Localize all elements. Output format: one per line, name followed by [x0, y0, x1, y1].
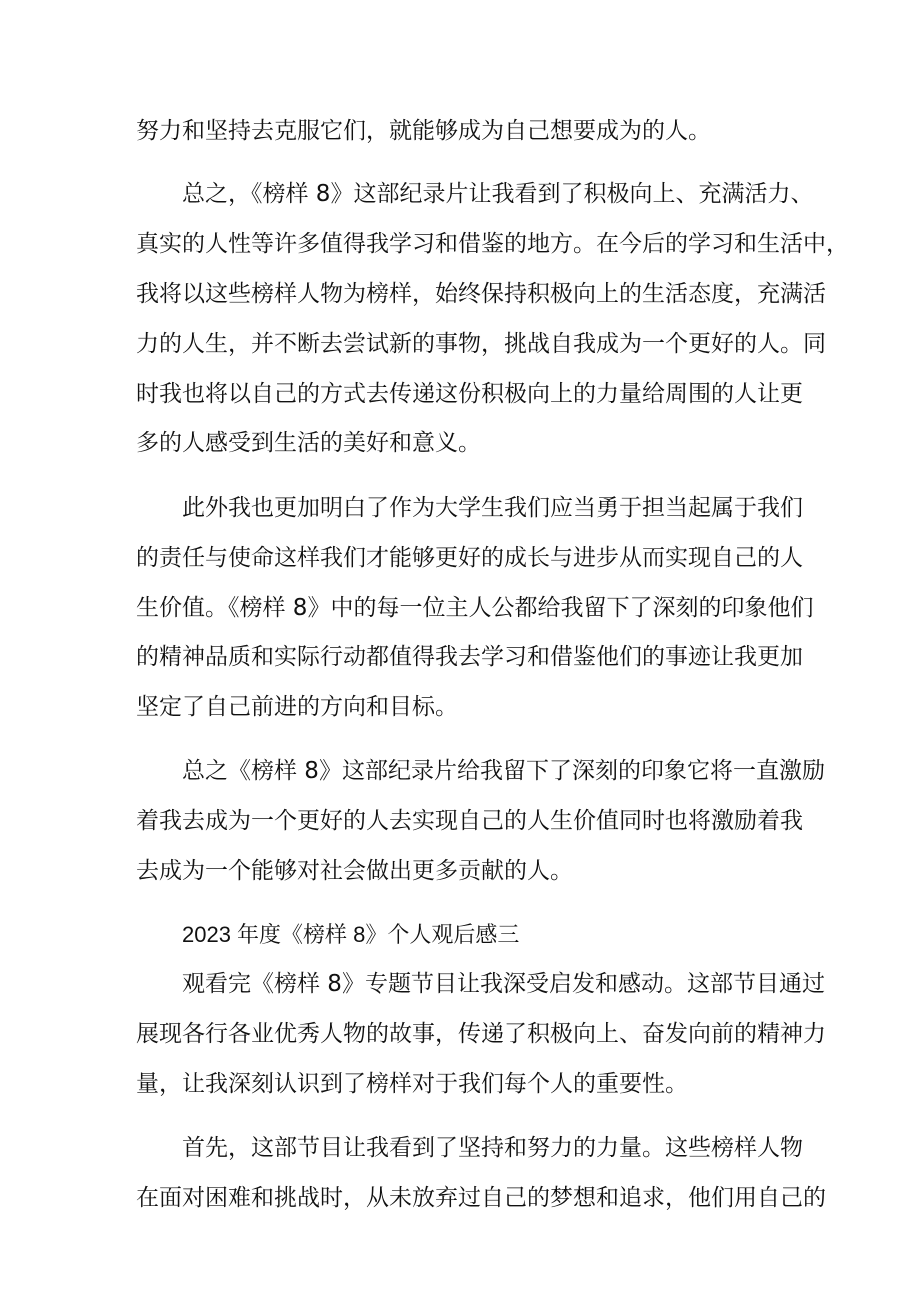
paragraph-line: 着我去成为一个更好的人去实现自己的人生价值同时也将激励着我 [136, 808, 803, 834]
paragraph-line: 总之，《榜样 8》这部纪录片让我看到了积极向上、充满活力、 [182, 181, 814, 207]
paragraph-line: 努力和坚持去克服它们，就能够成为自己想要成为的人。 [136, 118, 711, 144]
paragraph-line: 真实的人性等许多值得我学习和借鉴的地方。在今后的学习和生活中， [136, 231, 849, 257]
paragraph-line: 坚定了自己前进的方向和目标。 [136, 694, 458, 720]
paragraph-line: 去成为一个能够对社会做出更多贡献的人。 [136, 858, 573, 884]
paragraph-line: 我将以这些榜样人物为榜样，始终保持积极向上的生活态度，充满活 [136, 281, 826, 307]
section-heading: 2023 年度《榜样 8》个人观后感三 [182, 922, 520, 947]
paragraph-line: 力的人生，并不断去尝试新的事物，挑战自我成为一个更好的人。同 [136, 331, 826, 357]
paragraph-line: 时我也将以自己的方式去传递这份积极向上的力量给周围的人让更 [136, 381, 803, 407]
paragraph-line: 总之《榜样 8》这部纪录片给我留下了深刻的印象它将一直激励 [182, 758, 825, 784]
paragraph-line: 在面对困难和挑战时，从未放弃过自己的梦想和追求，他们用自己的 [136, 1185, 826, 1211]
paragraph-line: 观看完《榜样 8》专题节目让我深受启发和感动。这部节目通过 [182, 971, 825, 997]
paragraph-line: 的精神品质和实际行动都值得我去学习和借鉴他们的事迹让我更加 [136, 644, 803, 670]
paragraph-line: 展现各行各业优秀人物的故事，传递了积极向上、奋发向前的精神力 [136, 1021, 826, 1047]
paragraph-line: 此外我也更加明白了作为大学生我们应当勇于担当起属于我们 [182, 495, 803, 521]
paragraph-line: 多的人感受到生活的美好和意义。 [136, 430, 481, 456]
paragraph-line: 的责任与使命这样我们才能够更好的成长与进步从而实现自己的人 [136, 545, 803, 571]
paragraph-line: 首先，这部节目让我看到了坚持和努力的力量。这些榜样人物 [182, 1135, 803, 1161]
paragraph-line: 量，让我深刻认识到了榜样对于我们每个人的重要性。 [136, 1071, 688, 1097]
paragraph-line: 生价值。《榜样 8》中的每一位主人公都给我留下了深刻的印象他们 [136, 595, 814, 621]
